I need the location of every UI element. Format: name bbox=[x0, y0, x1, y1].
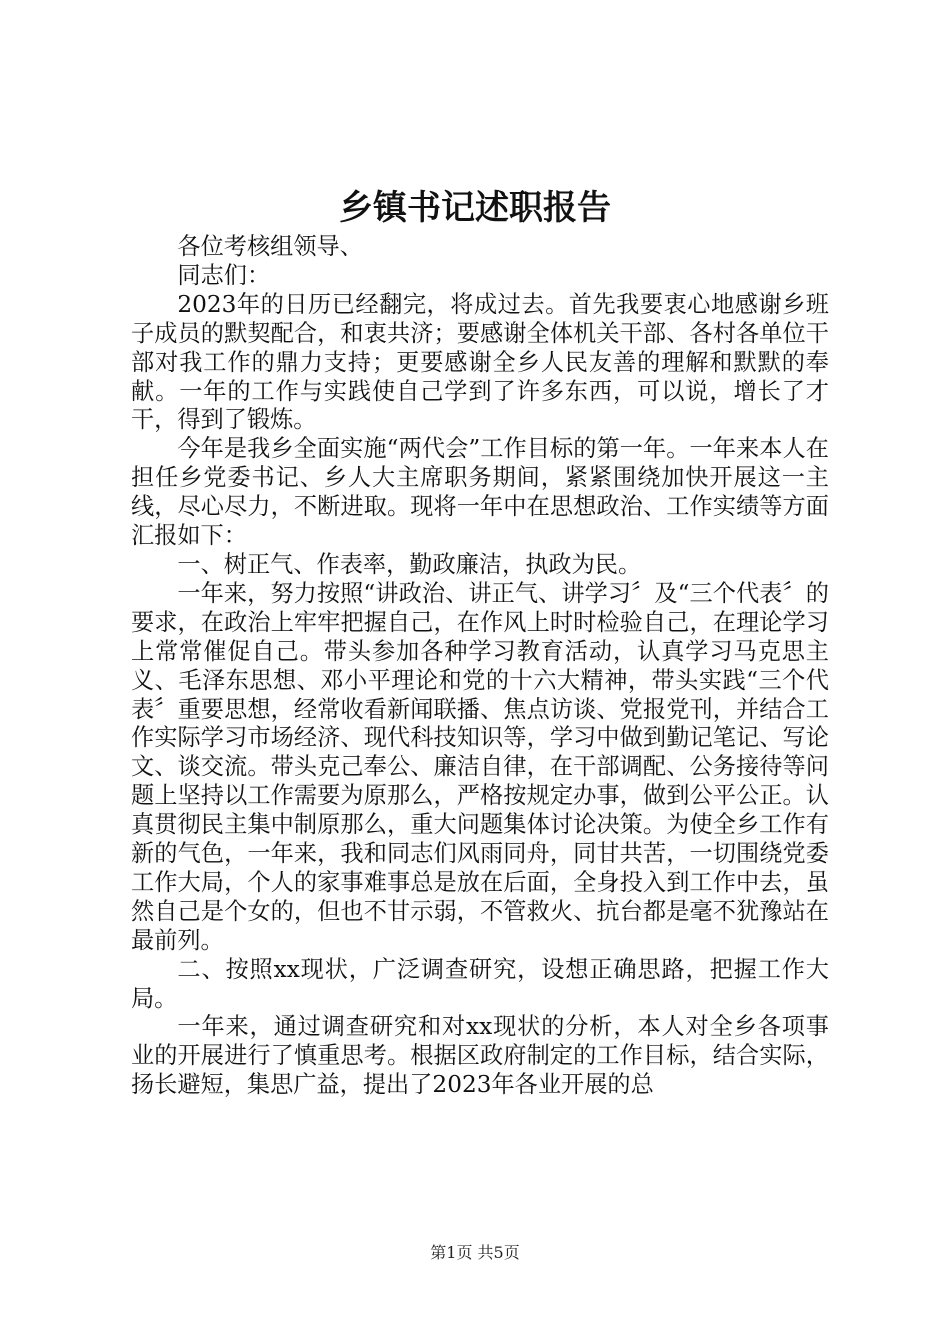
document-title: 乡镇书记述职报告 bbox=[339, 188, 611, 228]
body-paragraph: 今年是我乡全面实施“两代会”工作目标的第一年。一年来本人在担任乡党委书记、乡人大主席职务期间，紧紧围绕加快开展这一主线，尽心尽力，不断进取。现将一年中在思想政治、工作实绩等方面汇报如下： bbox=[131, 435, 829, 550]
body-paragraph: 2023年的日历已经翻完，将成过去。首先我要衷心地感谢乡班子成员的默契配合，和衷共济；要感谢全体机关干部、各村各单位干部对我工作的鼎力支持；更要感谢全乡人民友善的理解和默默的奉献。一年的工作与实践使自己学到了许多东西，可以说，增长了才干，得到了锻炼。 bbox=[131, 290, 829, 434]
body-paragraph: 一年来，努力按照“讲政治、讲正气、讲学习〞及“三个代表〞的要求，在政治上牢牢把握自己，在作风上时时检验自己，在理论学习上常常催促自己。带头参加各种学习教育活动，认真学习马克思主义、毛泽东思想、邓小平理论和党的十六大精神，带头实践“三个代表〞重要思想，经常收看新闻联播、焦点访谈、党报党刊，并结合工作实际学习市场经济、现代科技知识等，学习中做到勤记笔记、写论文、谈交流。带头克己奉公、廉洁自律，在干部调配、公务接待等问题上坚持以工作需要为原那么，严格按规定办事，做到公平公正。认真贯彻民主集中制原那么，重大问题集体讨论决策。为使全乡工作有新的气色，一年来，我和同志们风雨同舟，同甘共苦，一切围绕党委工作大局，个人的家事难事总是放在后面，全身投入到工作中去，虽然自己是个女的，但也不甘示弱，不管救火、抗台都是毫不犹豫站在最前列。 bbox=[131, 579, 829, 954]
salutation-line-1: 各位考核组领导、 bbox=[177, 233, 363, 260]
section-heading: 二、按照xx现状，广泛调查研究，设想正确思路，把握工作大局。 bbox=[131, 955, 829, 1012]
body-paragraph: 一年来，通过调查研究和对xx现状的分析，本人对全乡各项事业的开展进行了慎重思考。根据区政府制定的工作目标，结合实际，扬长避短，集思广益，提出了2023年各业开展的总 bbox=[131, 1013, 829, 1099]
section-heading: 一、树正气、作表率，勤政廉洁，执政为民。 bbox=[177, 550, 642, 578]
document-body bbox=[131, 233, 829, 1100]
salutation-line-2: 同志们： bbox=[177, 261, 271, 289]
page-footer: 第1页 共5页 bbox=[430, 1243, 520, 1262]
